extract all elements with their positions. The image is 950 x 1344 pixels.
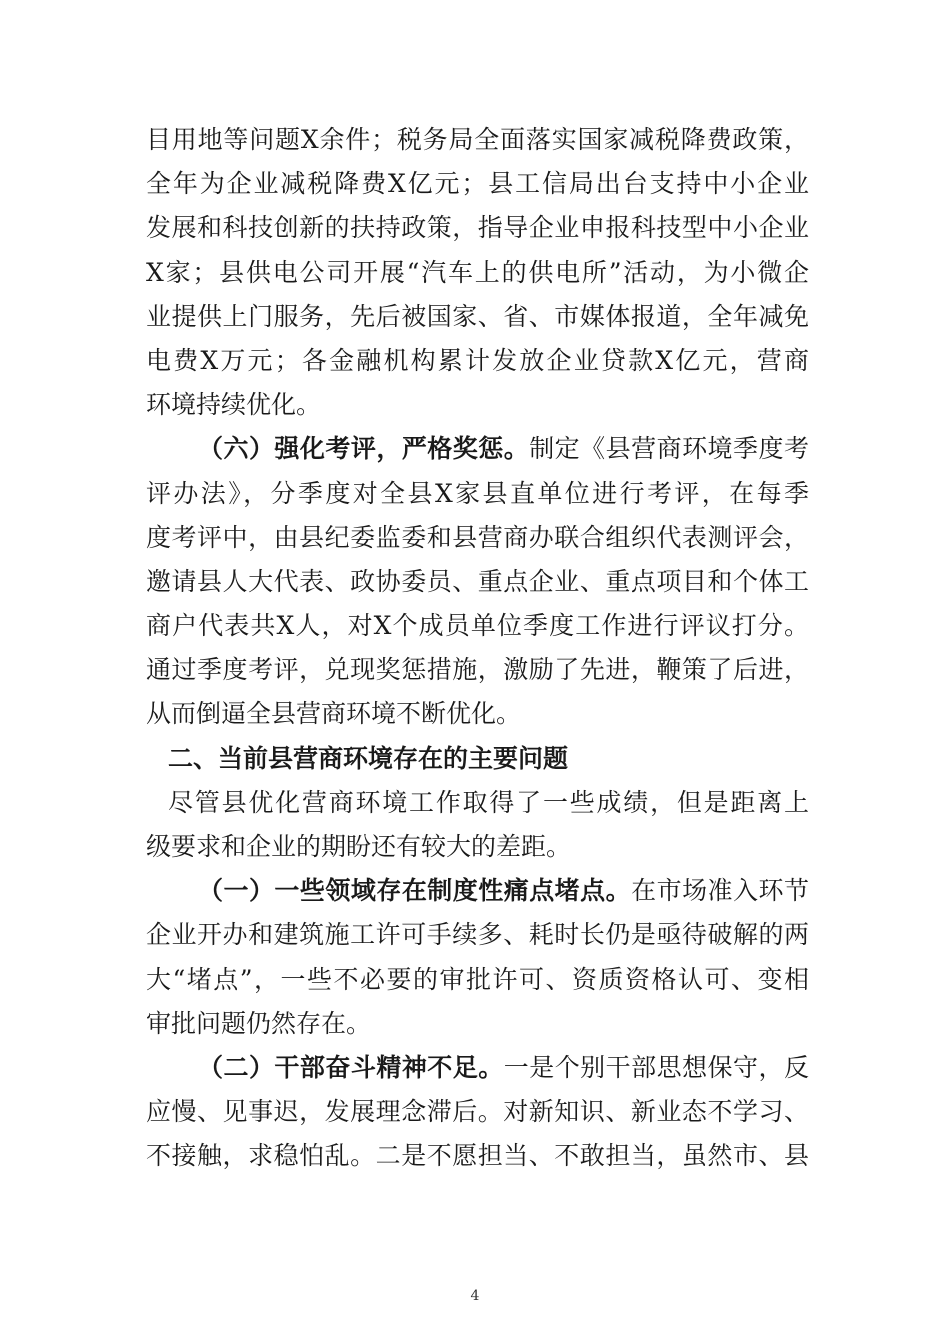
section-heading: 二、当前县营商环境存在的主要问题 (168, 743, 569, 773)
para5-line-3: 不接触，求稳怕乱。二是不愿担当、不敢担当，虽然市、县 (146, 1141, 809, 1171)
para1-line-3: 发展和科技创新的扶持政策，指导企业申报科技型中小企业 (146, 213, 809, 243)
para4-line-3: 大“堵点”，一些不必要的审批许可、资质资格认可、变相 (146, 964, 809, 994)
document-body (146, 118, 809, 1179)
para2-line-1-rest: 制定《县营商环境季度考 (529, 434, 809, 464)
para4-line-1-rest: 在市场准入环节 (631, 876, 809, 906)
para2-line-4: 邀请县人大代表、政协委员、重点企业、重点项目和个体工 (146, 566, 809, 596)
para4-line-4: 审批问题仍然存在。 (146, 1008, 372, 1038)
para1-line-4: X家；县供电公司开展“汽车上的供电所”活动，为小微企 (146, 257, 809, 287)
para5-line-2: 应慢、见事迟，发展理念滞后。对新知识、新业态不学习、 (146, 1097, 809, 1127)
para2-line-5: 商户代表共X人，对X个成员单位季度工作进行评议打分。 (146, 611, 809, 641)
para2-line-6: 通过季度考评，兑现奖惩措施，激励了先进，鞭策了后进， (146, 655, 809, 685)
para3-line-2: 级要求和企业的期盼还有较大的差距。 (146, 832, 572, 861)
para4-line-2: 企业开办和建筑施工许可手续多、耗时长仍是亟待破解的两 (146, 920, 809, 950)
para3-line-1: 尽管县优化营商环境工作取得了一些成绩，但是距离上 (168, 787, 809, 817)
para5-line-1 (146, 1046, 809, 1090)
para2-line-1 (146, 427, 809, 471)
para1-line-5: 业提供上门服务，先后被国家、省、市媒体报道，全年减免 (146, 301, 809, 331)
para5-line-1-rest: 一是个别干部思想保守，反 (503, 1052, 809, 1082)
para2-line-2: 评办法》，分季度对全县X家县直单位进行考评，在每季 (146, 478, 809, 508)
para1-line-6: 电费X万元；各金融机构累计发放企业贷款X亿元，营商 (146, 345, 809, 375)
para1-line-2: 全年为企业减税降费X亿元；县工信局出台支持中小企业 (146, 169, 809, 199)
para4-line-1 (146, 869, 809, 913)
para5-lead: （二）干部奋斗精神不足。 (198, 1052, 504, 1082)
para1-line-1: 目用地等问题X余件；税务局全面落实国家减税降费政策， (146, 125, 809, 154)
para2-line-3: 度考评中，由县纪委监委和县营商办联合组织代表测评会， (146, 522, 809, 552)
para4-lead: （一）一些领域存在制度性痛点堵点。 (198, 876, 632, 906)
para2-line-7: 从而倒逼全县营商环境不断优化。 (146, 699, 522, 729)
para1-line-7: 环境持续优化。 (146, 390, 322, 420)
page-number: 4 (470, 1288, 480, 1304)
para2-lead: （六）强化考评，严格奖惩。 (198, 434, 530, 464)
